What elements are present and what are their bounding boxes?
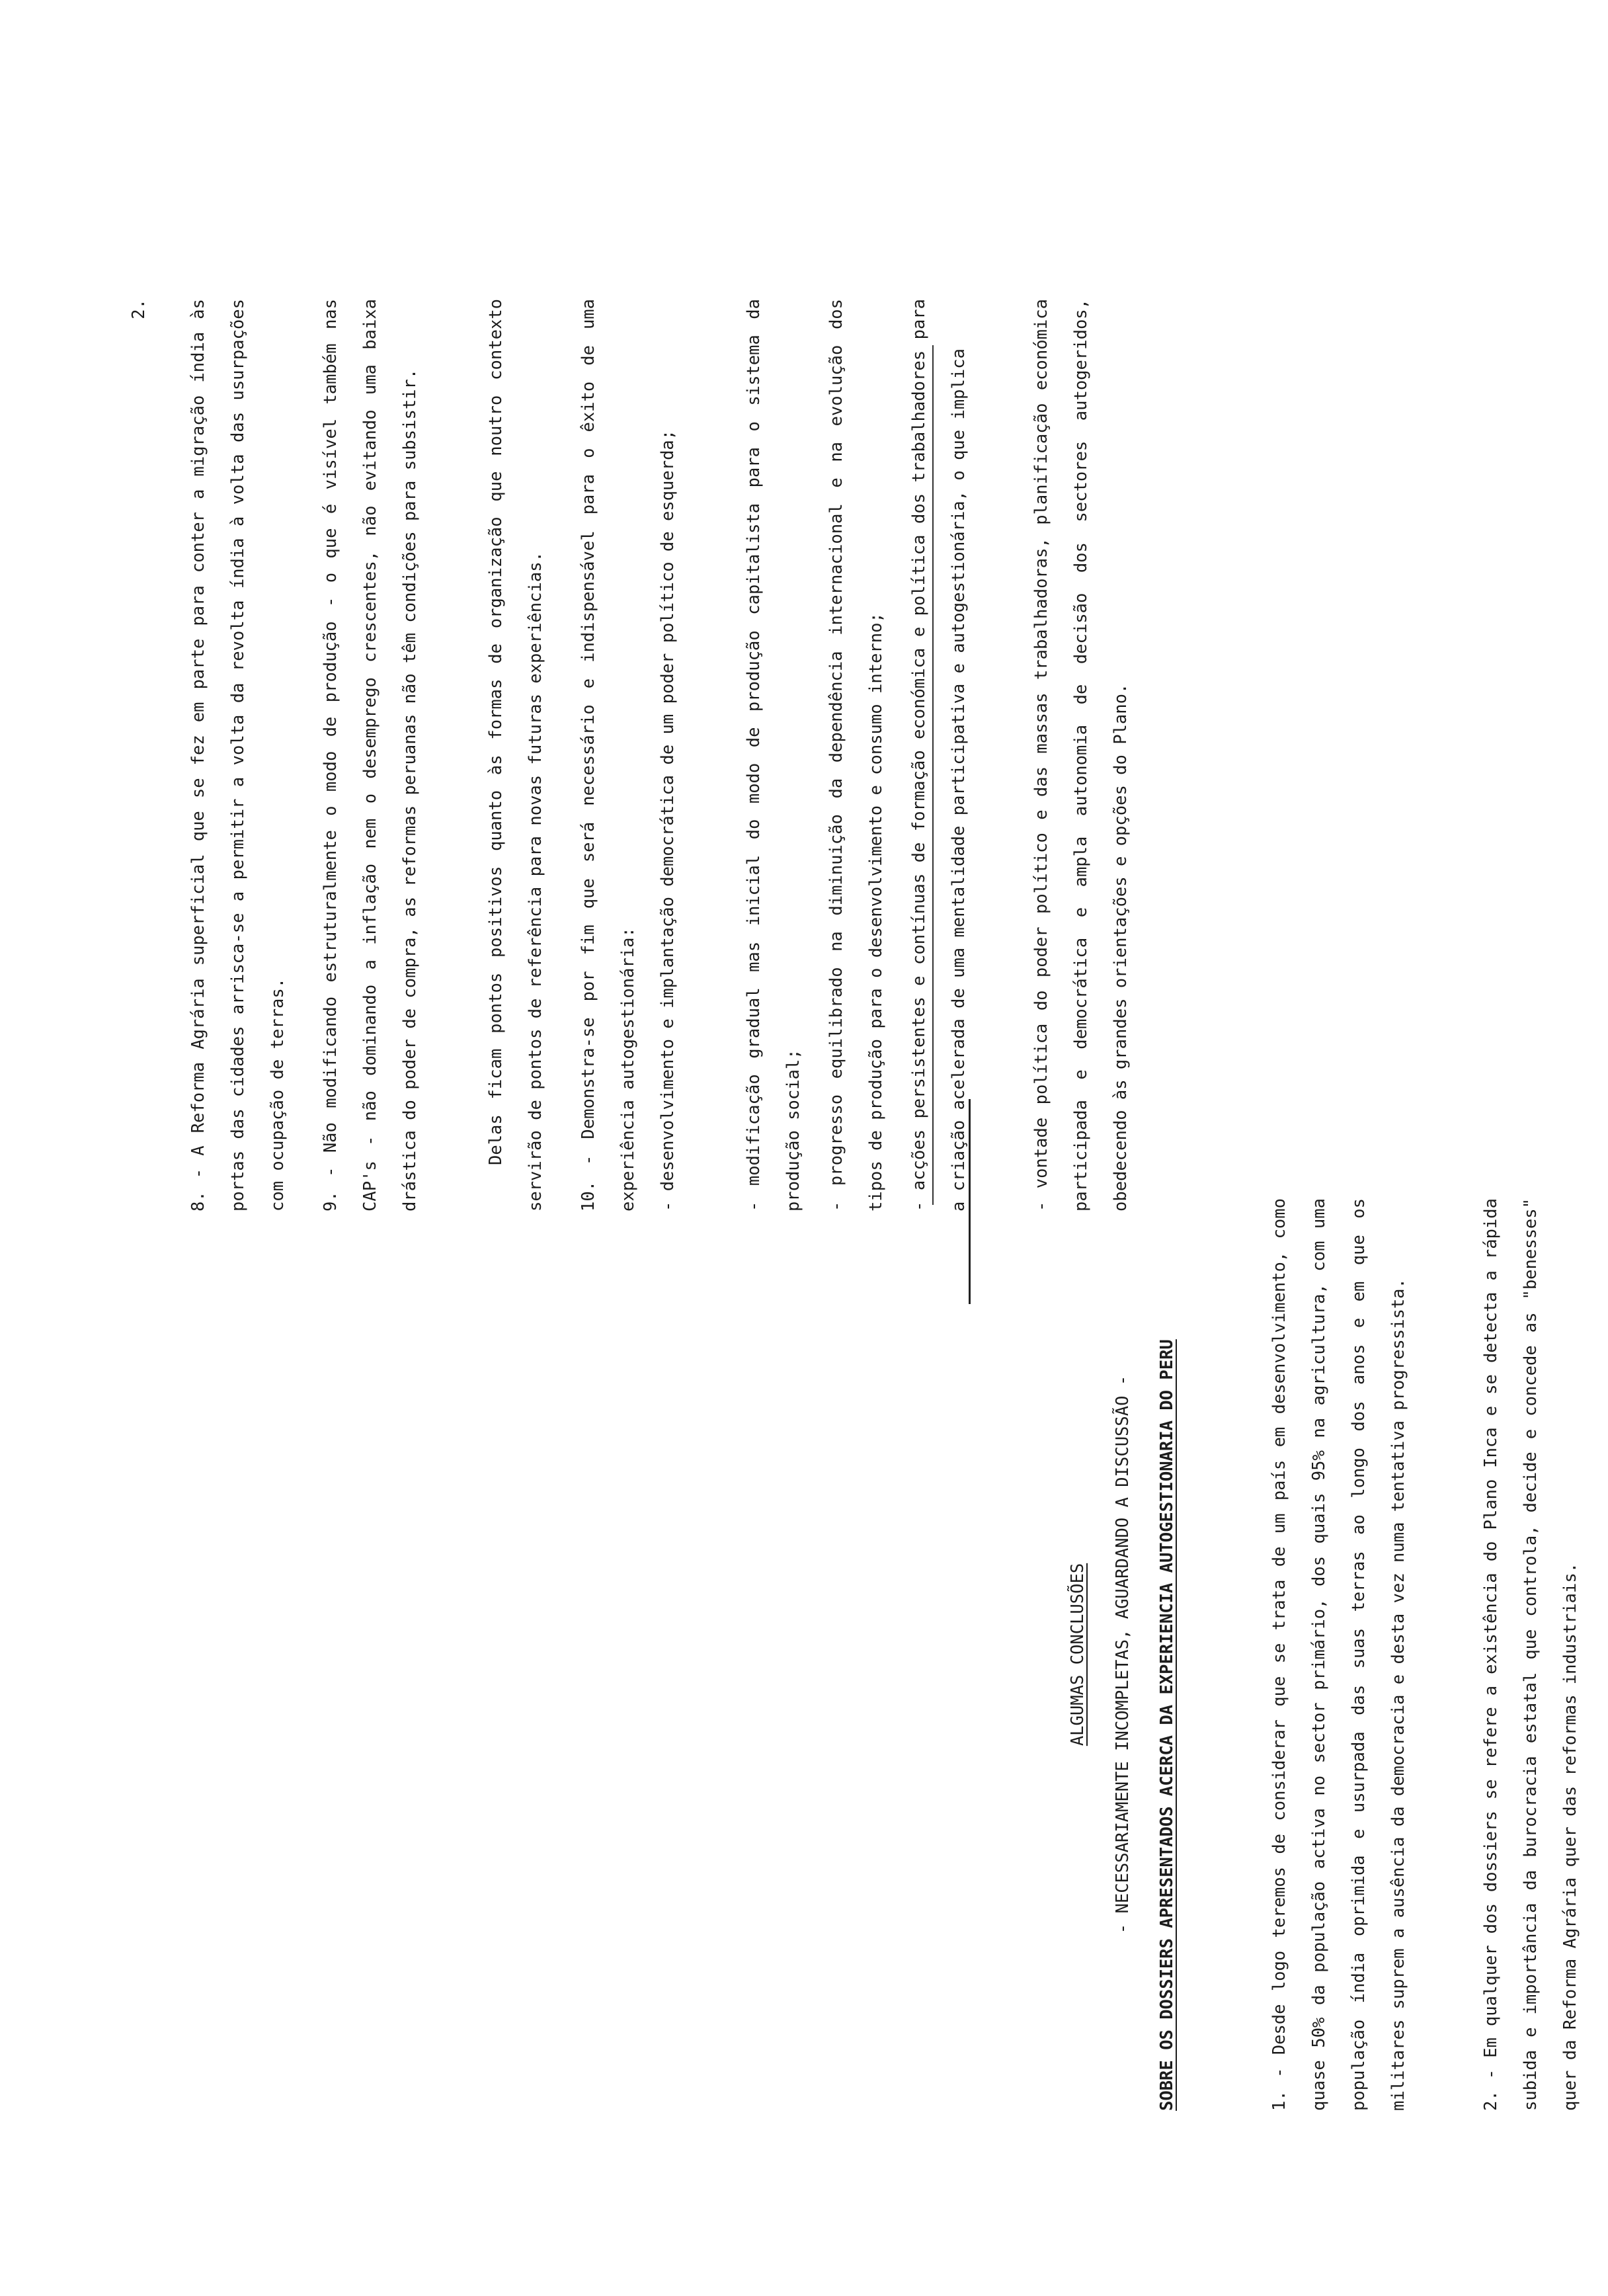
bullet-3: - progresso equilibrado na diminuição da dependência internacional e na evolução dos tipos de produção para o desenvolvimento e consumo interno; [826, 299, 886, 1211]
page-number: 2. [129, 299, 149, 319]
paragraph-10: 10. - Demonstra-se por fim que será necessário e indispensável para o êxito de uma experiência autogestionária: [579, 299, 638, 1211]
bullet-2: - modificação gradual mas inicial do modo de produção capitalista para o sistema da produção social; [744, 299, 803, 1211]
page-subheading: SOBRE OS DOSSIERS APRESENTADOS ACERCA DA EXPERIENCIA AUTOGESTIONARIA DO PERU [1157, 1339, 1177, 2111]
paragraph-2: 2. - Em qualquer dos dossiers se refere a existência do Plano Inca e se detecta a rápida subida e importância da burocracia estatal que controla, decide e concede as "benesses" quer da Reforma Agrária quer das reformas industriais. [1481, 1198, 1580, 2111]
paragraph-3 [1603, 1198, 1608, 2111]
paragraph-conclusion: Delas ficam pontos positivos quanto às formas de organização que noutro contexto servirão de pontos de referência para novas futuras experiências. [486, 299, 545, 1211]
page-subtitle: - NECESSARIAMENTE INCOMPLETAS, AGUARDANDO A DISCUSSÃO - [1113, 1375, 1133, 1934]
bullet-4: - acções persistentes e contínuas de formação económica e política dos trabalhadores para a criação acelerada de uma mentalidade participativa e autogestionária, o que implica [909, 299, 969, 1211]
paragraph-8: 8. - A Reforma Agrária superficial que se fez em parte para conter a migração índia às portas das cidades arrisca-se a permitir a volta da revolta índia à volta das usurpações com ocupação de terras. [188, 299, 288, 1211]
paragraph-1: 1. - Desde logo teremos de considerar que se trata de um país em desenvolvimento, como quase 50% da população activa no sector primário, dos quais 95% na agricultura, com uma população índia oprimida e usurpada das suas terras ao longo dos anos e em que os militares suprem a ausência da democracia e desta vez numa tentativa progressista. [1269, 1198, 1408, 2111]
page-title: ALGUMAS CONCLUSÕES [1068, 1563, 1088, 1746]
paragraph-9: 9. - Não modificando estruturalmente o modo de produção - o que é visível também nas CAP's - não dominando a inflação nem o desemprego crescentes, não evitando uma baixa drástica do poder de compra, as reformas peruanas não têm condições para subsistir. [321, 299, 420, 1211]
bullet-1: - desenvolvimento e implantação democrática de um poder político de esquerda; [658, 429, 678, 1211]
bullet-5: - vontade política do poder político e das massas trabalhadoras, planificação económica participada e democrática e ampla autonomia de decisão dos sectores autogeridos, obedecendo às grandes orientações e opções do Plano. [1031, 299, 1131, 1211]
